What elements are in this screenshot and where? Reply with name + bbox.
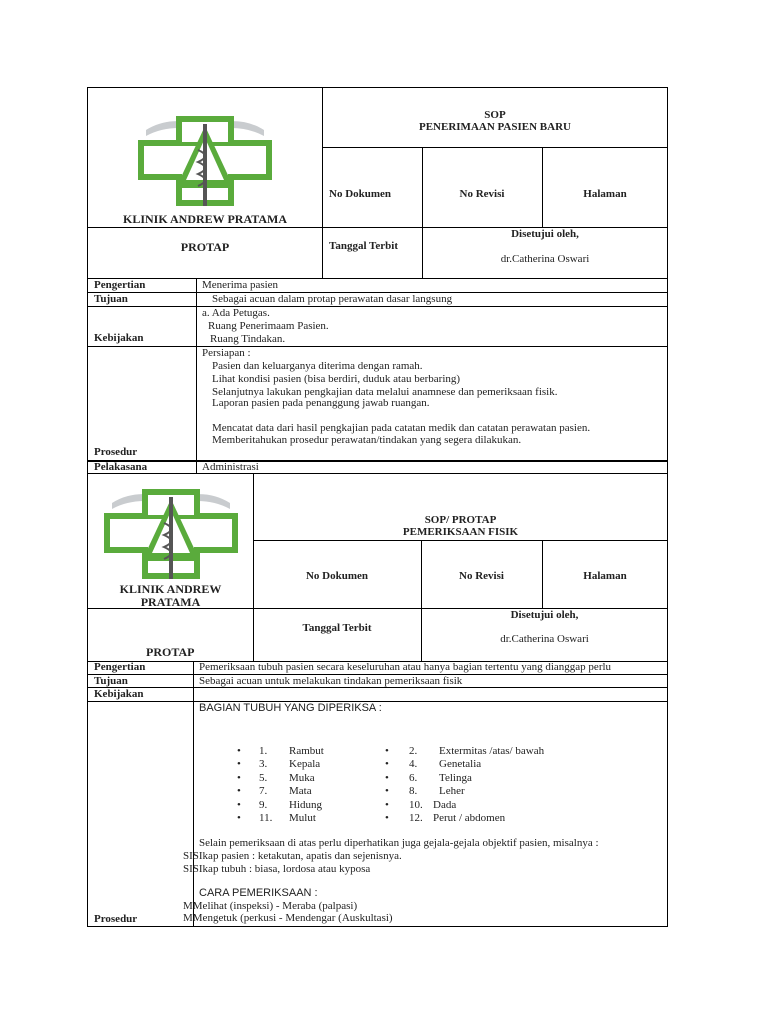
bullet-icon: •	[385, 799, 389, 811]
list-number: 6.	[409, 772, 418, 784]
list-number: 10.	[409, 799, 423, 811]
prosedur-item: Lihat kondisi pasien (bisa berdiri, duduk atau berbaring)	[212, 373, 461, 385]
bullet-icon: •	[385, 785, 389, 797]
list-number: 1.	[259, 745, 268, 757]
tujuan-label: Tujuan	[94, 675, 128, 687]
prosedur-item: Persiapan :	[202, 347, 251, 359]
prosedur-item: Memberitahukan prosedur perawatan/tindakan yang segera dilakukan.	[212, 434, 522, 446]
pelaksana-label: Pelakasana	[94, 461, 148, 473]
sop1-halaman: Halaman	[583, 188, 627, 200]
bullet-icon: •	[237, 799, 241, 811]
sop1-label: SOP	[484, 109, 506, 121]
prosedur-item: Selanjutnya lakukan pengkajian data melalui anamnese dan pemeriksaan fisik.	[212, 386, 558, 398]
sop1-no-revisi: No Revisi	[459, 188, 505, 200]
prosedur-item: Mencatat data dari hasil pengkajian pada catatan medik dan catatan perawatan pasien.	[212, 422, 591, 434]
list-item: Mata	[289, 785, 312, 797]
list-item: Hidung	[289, 799, 322, 811]
list-item: Perut / abdomen	[433, 812, 506, 824]
sop1-disetujui: Disetujui oleh,	[511, 228, 579, 240]
prosedur-item: Pasien dan keluarganya diterima dengan ramah.	[212, 360, 423, 372]
sop2-protap: PROTAP	[146, 645, 195, 659]
sop2-tanggal-terbit: Tanggal Terbit	[302, 622, 372, 634]
list-item: Rambut	[289, 745, 324, 757]
list-item: Telinga	[439, 772, 472, 784]
list-item: Dada	[433, 799, 457, 811]
bullet-icon: •	[385, 772, 389, 784]
bullet-icon: •	[237, 745, 241, 757]
bullet-icon: •	[385, 745, 389, 757]
prosedur-label: Prosedur	[94, 446, 138, 458]
pengertian-text: Menerima pasien	[202, 279, 279, 291]
tujuan-label: Tujuan	[94, 293, 128, 305]
list-number: 3.	[259, 758, 268, 770]
bagian-heading: BAGIAN TUBUH YANG DIPERIKSA :	[199, 702, 382, 714]
clinic-name: PRATAMA	[140, 595, 201, 609]
bullet-icon: •	[237, 772, 241, 784]
sop2-halaman: Halaman	[583, 570, 627, 582]
list-item: Extermitas /atas/ bawah	[439, 745, 545, 757]
kebijakan-label: Kebijakan	[94, 332, 144, 344]
sop2-approver: dr.Catherina Oswari	[500, 633, 589, 645]
sop1-no-dokumen: No Dokumen	[329, 188, 392, 200]
bullet-icon: •	[385, 758, 389, 770]
clinic-logo-icon	[104, 483, 238, 583]
bullet-icon: •	[237, 785, 241, 797]
bullet-icon: •	[237, 812, 241, 824]
list-item: Leher	[439, 785, 465, 797]
pengertian-label: Pengertian	[94, 661, 146, 673]
cara-item: MMelihat (inspeksi) - Meraba (palpasi)	[183, 900, 358, 912]
list-number: 2.	[409, 745, 418, 757]
sop2-label: SOP/ PROTAP	[424, 514, 497, 526]
list-item: Kepala	[289, 758, 321, 770]
sikap-item: SISIkap tubuh : biasa, lordosa atau kyposa	[183, 863, 371, 875]
cara-item: MMengetuk (perkusi - Mendengar (Auskultasi)	[183, 912, 393, 924]
sop1-protap: PROTAP	[180, 240, 230, 254]
tujuan-text: Sebagai acuan dalam protap perawatan dasar langsung	[212, 293, 453, 305]
sop1-tanggal-terbit: Tanggal Terbit	[329, 240, 398, 252]
sop2-no-revisi: No Revisi	[459, 570, 504, 582]
list-item: Muka	[289, 772, 315, 784]
kebijakan-item: Ruang Tindakan.	[210, 333, 286, 345]
sop1-title: PENERIMAAN PASIEN BARU	[419, 121, 571, 133]
list-number: 12.	[409, 812, 423, 824]
tujuan-text: Sebagai acuan untuk melakukan tindakan pemeriksaan fisik	[199, 675, 463, 687]
list-number: 5.	[259, 772, 268, 784]
prosedur-item: Laporan pasien pada penanggung jawab ruangan.	[212, 397, 430, 409]
list-number: 7.	[259, 785, 268, 797]
clinic-name: KLINIK ANDREW PRATAMA	[122, 212, 287, 226]
pelaksana-text: Administrasi	[202, 461, 259, 473]
sop2-disetujui: Disetujui oleh,	[510, 609, 579, 621]
clinic-logo-icon	[138, 110, 272, 210]
selain-text: Selain pemeriksaan di atas perlu diperhatikan juga gejala-gejala objektif pasien, misalnya :	[199, 837, 599, 849]
bullet-icon: •	[385, 812, 389, 824]
list-item: Mulut	[289, 812, 316, 824]
list-number: 11.	[259, 812, 273, 824]
pengertian-text: Pemeriksaan tubuh pasien secara keseluruhan atau hanya bagian tertentu yang dianggap perlu	[199, 661, 612, 673]
bullet-icon: •	[237, 758, 241, 770]
list-number: 9.	[259, 799, 268, 811]
kebijakan-item: a. Ada Petugas.	[202, 307, 270, 319]
sikap-item: SISIkap pasien : ketakutan, apatis dan sejenisnya.	[183, 850, 402, 862]
kebijakan-label: Kebijakan	[94, 688, 144, 700]
list-number: 8.	[409, 785, 418, 797]
cara-heading: CARA PEMERIKSAAN :	[199, 887, 318, 899]
sop1-approver: dr.Catherina Oswari	[500, 253, 590, 265]
clinic-name: KLINIK ANDREW	[119, 582, 222, 596]
list-item: Genetalia	[439, 758, 482, 770]
pengertian-label: Pengertian	[94, 279, 146, 291]
kebijakan-item: Ruang Penerimaam Pasien.	[208, 320, 329, 332]
list-number: 4.	[409, 758, 418, 770]
sop2-no-dokumen: No Dokumen	[305, 570, 369, 582]
prosedur-label: Prosedur	[94, 913, 138, 925]
document-page	[87, 87, 668, 927]
sop2-title: PEMERIKSAAN FISIK	[402, 526, 519, 538]
